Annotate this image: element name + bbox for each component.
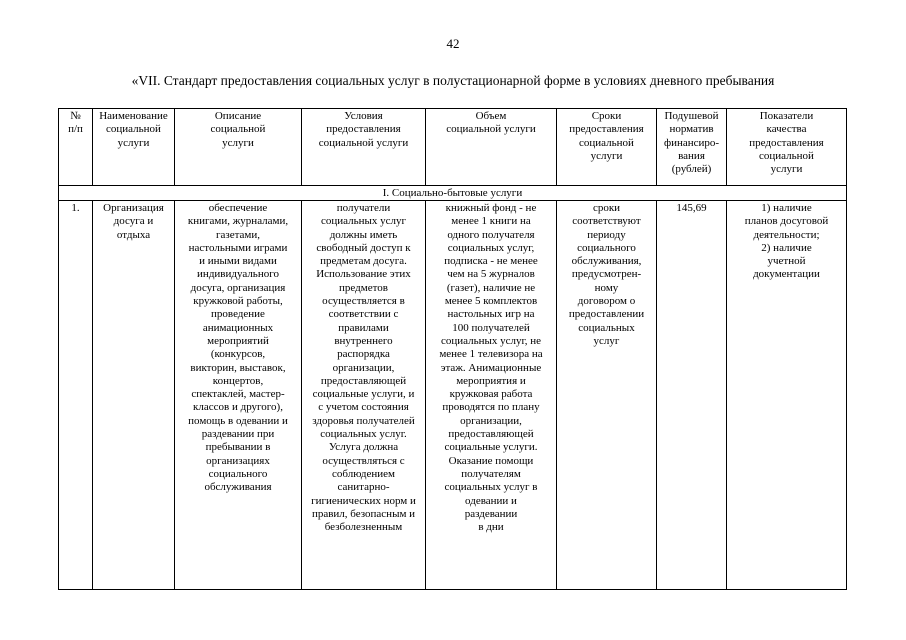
header-terms: Сроки предоставления социальной услуги: [557, 109, 657, 186]
table-header-row: [59, 109, 847, 186]
cell-norm: 145,69: [657, 201, 727, 590]
document-title: «VII. Стандарт предоставления социальных услуг в полустационарной форме в условиях дневного пребывания: [131, 73, 775, 88]
header-description: Описание социальной услуги: [175, 109, 302, 186]
cell-terms: сроки соответствуют периоду социального обслуживания, предусмотрен- ному договором о предоставлении социальных услуг: [557, 201, 657, 590]
cell-volume: книжный фонд - не менее 1 книги на одного получателя социальных услуг, подписка - не менее чем на 5 журналов (газет), наличие не менее 5 комплектов настольных игр на 100 получателей социальных услуг, не менее 1 телевизора на этаж. Анимационные мероприятия и кружковая работа проводятся по плану организации, предоставляющей социальные услуги. Оказание помощи получателям социальных услуг в одевании и раздевании в дни: [426, 201, 557, 590]
cell-description: обеспечение книгами, журналами, газетами, настольными играми и иными видами индивидуального досуга, организация кружковой работы, проведение анимационных мероприятий (конкурсов, викторин, выставок, концертов, спектаклей, мастер- классов и другого), помощь в одевании и раздевании при пребывании в организациях социального обслуживания: [175, 201, 302, 590]
section-row: [59, 186, 847, 201]
header-norm: Подушевой норматив финансиро- вания (рублей): [657, 109, 727, 186]
cell-service-name: Организация досуга и отдыха: [93, 201, 175, 590]
header-conditions: Условия предоставления социальной услуги: [302, 109, 426, 186]
services-standard-table: [58, 108, 847, 590]
cell-number: 1.: [59, 201, 93, 590]
page-number: 42: [446, 36, 460, 51]
header-service-name: Наименование социальной услуги: [93, 109, 175, 186]
header-number: № п/п: [59, 109, 93, 186]
header-volume: Объем социальной услуги: [426, 109, 557, 186]
cell-quality: 1) наличие планов досуговой деятельности; 2) наличие учетной документации: [727, 201, 847, 590]
table-row: [59, 201, 847, 590]
section-title: I. Социально-бытовые услуги: [59, 186, 847, 201]
header-quality: Показатели качества предоставления социальной услуги: [727, 109, 847, 186]
cell-conditions: получатели социальных услуг должны иметь свободный доступ к предметам досуга. Использование этих предметов осуществляется в соответствии с правилами внутреннего распорядка организации, предоставляющей социальные услуги, и с учетом состояния здоровья получателей социальных услуг. Услуга должна осуществляться с соблюдением санитарно- гигиенических норм и правил, безопасным и безболезненным: [302, 201, 426, 590]
